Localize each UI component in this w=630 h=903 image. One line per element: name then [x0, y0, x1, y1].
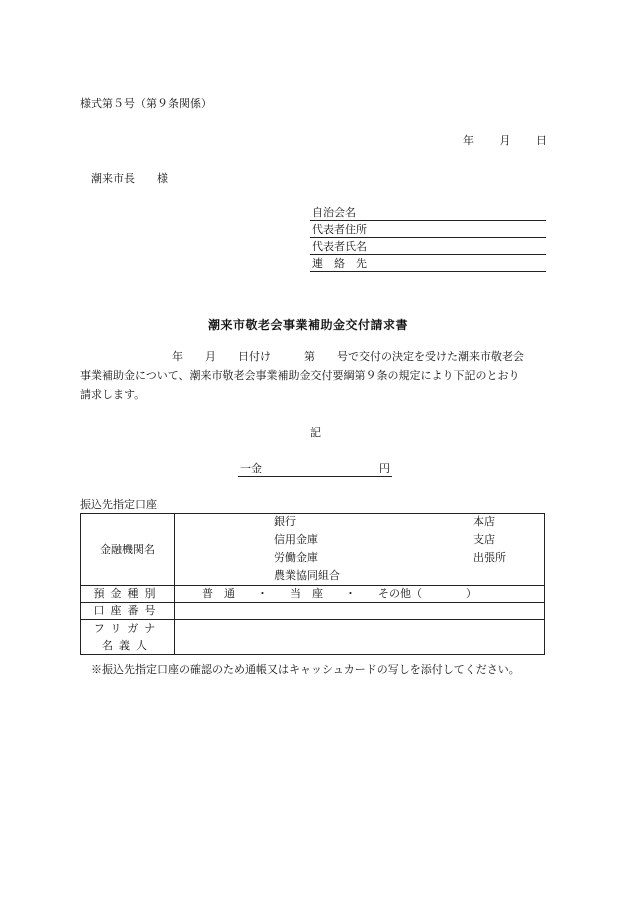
branch-type-main: 本店 — [473, 515, 495, 528]
institution-label: 金融機関名 — [81, 514, 175, 586]
association-label: 自治会名 — [312, 206, 356, 219]
amount-prefix: 一金 — [240, 462, 262, 475]
institution-row — [81, 514, 545, 586]
institution-type-shinkin: 信用金庫 — [274, 533, 318, 546]
holder-name-label: 名義人 — [102, 639, 153, 652]
holder-label — [81, 620, 175, 655]
holder-cell — [175, 620, 545, 655]
institution-type-bank: 銀行 — [274, 515, 296, 528]
association-line — [310, 220, 546, 221]
body-line-1: 年 月 日付け 第 号で交付の決定を受けた潮来市敬老会 — [172, 350, 524, 363]
rep-name-line — [310, 254, 546, 255]
amount-line — [238, 476, 392, 477]
contact-line — [310, 271, 546, 272]
deposit-row — [81, 586, 545, 603]
body-line-2: 事業補助金について、潮来市敬老会事業補助金交付要綱第９条の規定により下記のとおり — [80, 369, 520, 382]
ki-label: 記 — [310, 426, 321, 439]
date-year: 年 — [463, 134, 474, 147]
page-title: 潮来市敬老会事業補助金交付請求書 — [208, 318, 409, 332]
number-cell — [175, 603, 545, 620]
institution-type-ja: 農業協同組合 — [274, 569, 340, 582]
attachment-note: ※振込先指定口座の確認のため通帳又はキャッシュカードの写しを添付してください。 — [91, 663, 520, 676]
addressee: 潮来市長 様 — [91, 172, 168, 185]
rep-name-label: 代表者氏名 — [312, 240, 367, 253]
holder-row — [81, 620, 545, 655]
branch-type-office: 出張所 — [473, 551, 506, 564]
branch-type-branch: 支店 — [473, 533, 495, 546]
number-label: 口座番号 — [81, 603, 175, 620]
body-line-3: 請求します。 — [80, 388, 146, 401]
rep-address-line — [310, 237, 546, 238]
institution-type-rokin: 労働金庫 — [274, 551, 318, 564]
amount-unit: 円 — [379, 462, 390, 475]
date-day: 日 — [536, 134, 547, 147]
number-row — [81, 603, 545, 620]
account-heading: 振込先指定口座 — [80, 498, 157, 511]
rep-address-label: 代表者住所 — [312, 223, 367, 236]
deposit-label: 預金種別 — [81, 586, 175, 603]
contact-label: 連 絡 先 — [312, 257, 367, 270]
furigana-label: フリガナ — [93, 622, 162, 635]
form-number: 様式第５号（第９条関係） — [80, 97, 212, 110]
account-table — [80, 513, 545, 655]
deposit-options: 普 通 ・ 当 座 ・ その他（ ） — [175, 586, 545, 603]
institution-cell — [175, 514, 545, 586]
date-line — [463, 134, 547, 148]
date-month: 月 — [499, 134, 511, 147]
